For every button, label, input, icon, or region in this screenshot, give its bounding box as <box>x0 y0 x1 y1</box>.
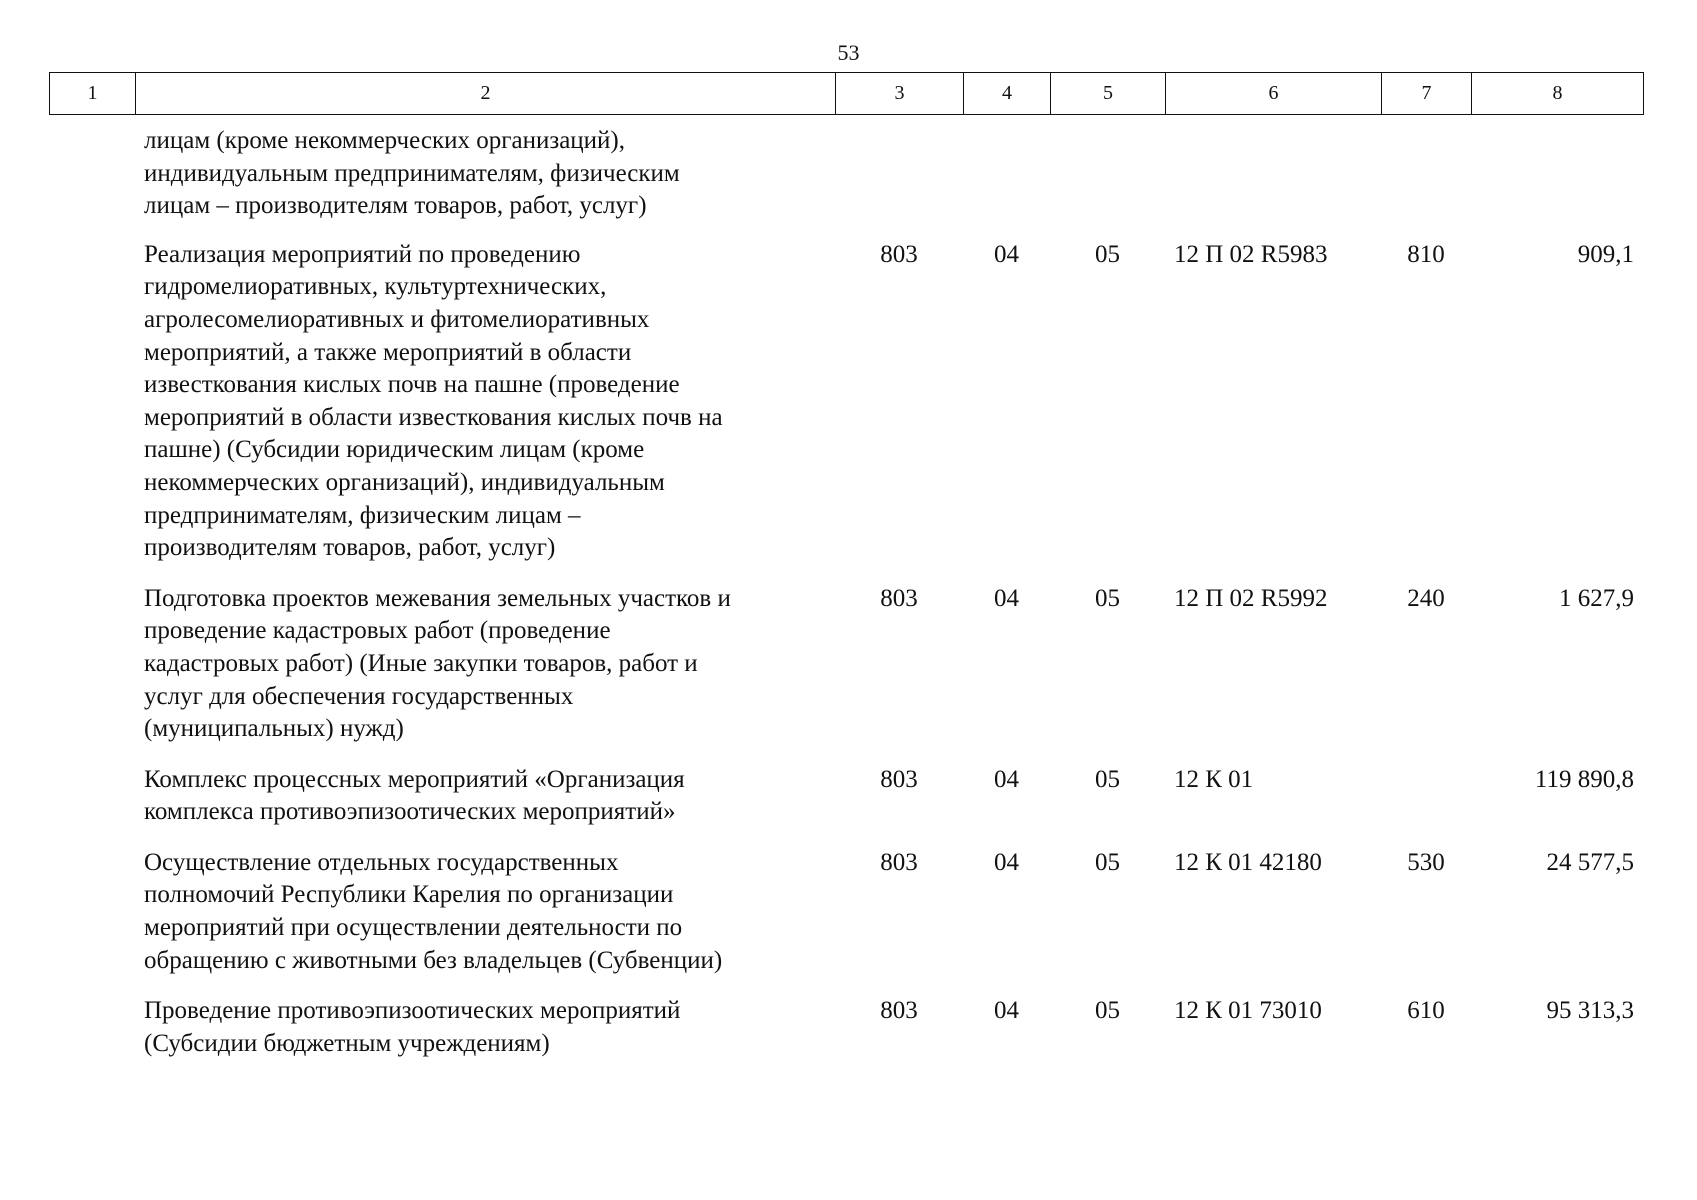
subsection-code: 05 <box>1095 584 1120 612</box>
grbs-code: 803 <box>880 765 918 793</box>
column-number-header <box>49 72 1644 115</box>
subsection-code: 05 <box>1095 848 1120 876</box>
amount: 909,1 <box>1577 240 1634 268</box>
expense-type-code: 810 <box>1407 240 1445 268</box>
expense-name: Проведение противоэпизоотических мероприятий (Субсидии бюджетным учреждениям) <box>144 997 681 1057</box>
section-code: 04 <box>994 584 1019 612</box>
amount: 1 627,9 <box>1559 584 1634 612</box>
expense-type-code: 610 <box>1407 997 1445 1025</box>
table-row <box>49 239 1643 565</box>
table-row <box>49 847 1643 977</box>
header-col-4: 4 <box>964 73 1051 115</box>
amount: 95 313,3 <box>1546 997 1634 1025</box>
expense-name: Осуществление отдельных государственных полномочий Республики Карелия по организации мероприятий при осуществлении деятельности по обращению с животными без владельцев (Субвенции) <box>144 848 723 974</box>
header-col-3: 3 <box>836 73 964 115</box>
grbs-code: 803 <box>880 584 918 612</box>
target-article-code: 12 П 02 R5983 <box>1174 240 1328 268</box>
target-article-code: 12 К 01 <box>1174 765 1254 793</box>
header-col-6: 6 <box>1166 73 1382 115</box>
grbs-code: 803 <box>880 997 918 1025</box>
subsection-code: 05 <box>1095 240 1120 268</box>
expense-name: Подготовка проектов межевания земельных участков и проведение кадастровых работ (проведение кадастровых работ) (Иные закупки товаров, работ и услуг для обеспечения государственных (муниципальных) нужд) <box>144 584 731 743</box>
target-article-code: 12 К 01 42180 <box>1174 848 1322 876</box>
target-article-code: 12 П 02 R5992 <box>1174 584 1328 612</box>
page-number: 53 <box>837 40 860 65</box>
header-col-1: 1 <box>50 73 136 115</box>
table-row <box>49 583 1643 746</box>
budget-table-body <box>49 125 1643 1078</box>
expense-type-code: 530 <box>1407 848 1445 876</box>
header-col-5: 5 <box>1051 73 1166 115</box>
amount: 119 890,8 <box>1534 765 1634 793</box>
subsection-code: 05 <box>1095 765 1120 793</box>
target-article-code: 12 К 01 73010 <box>1174 997 1322 1025</box>
section-code: 04 <box>994 997 1019 1025</box>
grbs-code: 803 <box>880 240 918 268</box>
section-code: 04 <box>994 765 1019 793</box>
section-code: 04 <box>994 240 1019 268</box>
expense-name: Комплекс процессных мероприятий «Организация комплекса противоэпизоотических мероприятий» <box>144 765 685 826</box>
header-row <box>50 73 1644 115</box>
expense-name: Реализация мероприятий по проведению гидромелиоративных, культуртехнических, агролесомелиоративных и фитомелиоративных мероприятий, а также мероприятий в области известкования кислых почв на пашне (проведение мероприятий в области известкования кислых почв на пашне) (Субсидии юридическим лицам (кроме некоммерческих организаций), индивидуальным предпринимателям, физическим лицам – производителям товаров, работ, услуг) <box>144 240 723 562</box>
table-row <box>49 125 1643 223</box>
header-col-8: 8 <box>1472 73 1644 115</box>
grbs-code: 803 <box>880 848 918 876</box>
header-col-7: 7 <box>1382 73 1472 115</box>
expense-type-code: 240 <box>1407 584 1445 612</box>
amount: 24 577,5 <box>1546 848 1634 876</box>
table-row <box>49 995 1643 1060</box>
header-col-2: 2 <box>136 73 836 115</box>
table-row <box>49 764 1643 829</box>
section-code: 04 <box>994 848 1019 876</box>
subsection-code: 05 <box>1095 997 1120 1025</box>
expense-name: лицам (кроме некоммерческих организаций), индивидуальным предпринимателям, физическим лицам – производителям товаров, работ, услуг) <box>144 127 680 220</box>
